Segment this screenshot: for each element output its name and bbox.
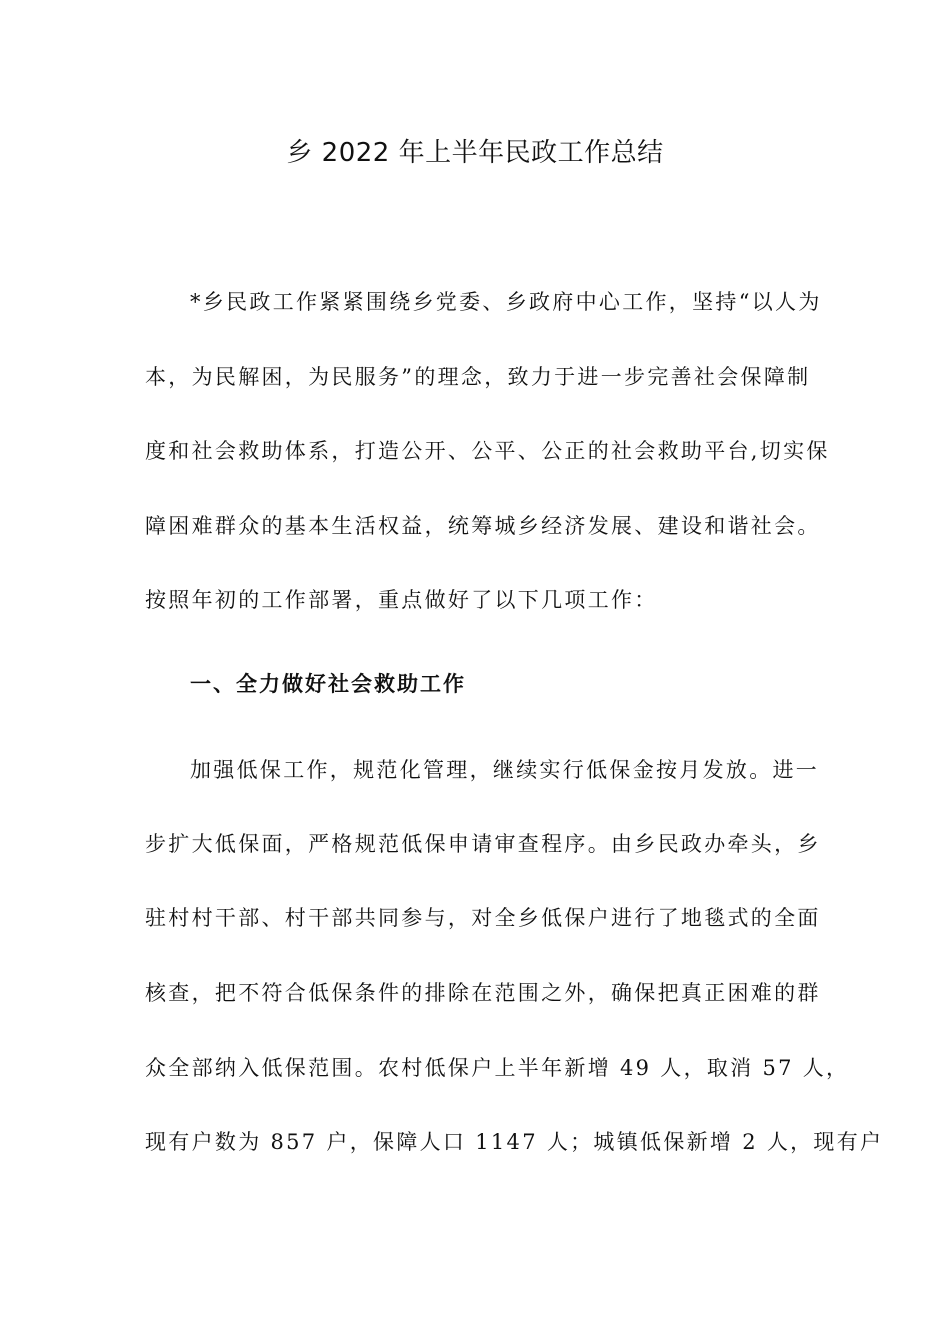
- intro-line-1: *乡民政工作紧紧围绕乡党委、乡政府中心工作，坚持“以人为: [190, 290, 822, 314]
- section1-line-2: 步扩大低保面，严格规范低保申请审查程序。由乡民政办牵头，乡: [145, 832, 821, 856]
- section1-line-3: 驻村村干部、村干部共同参与，对全乡低保户进行了地毯式的全面: [145, 906, 821, 930]
- section1-line-5: 众全部纳入低保范围。农村低保户上半年新增 49 人，取消 57 人，: [145, 1056, 850, 1080]
- intro-line-2: 本，为民解困，为民服务”的理念，致力于进一步完善社会保障制: [145, 365, 811, 389]
- section-heading: 一、全力做好社会救助工作: [190, 672, 466, 696]
- intro-line-3: 度和社会救助体系，打造公开、公平、公正的社会救助平台,切实保: [145, 439, 830, 463]
- section1-line-6: 现有户数为 857 户，保障人口 1147 人；城镇低保新增 2 人，现有户: [145, 1130, 884, 1154]
- intro-line-5: 按照年初的工作部署，重点做好了以下几项工作：: [145, 588, 658, 612]
- document-title: 乡 2022 年上半年民政工作总结: [286, 138, 664, 168]
- section1-line-4: 核查，把不符合低保条件的排除在范围之外，确保把真正困难的群: [145, 981, 821, 1005]
- intro-line-4: 障困难群众的基本生活权益，统筹城乡经济发展、建设和谐社会。: [145, 514, 821, 538]
- section1-line-1: 加强低保工作，规范化管理，继续实行低保金按月发放。进一: [190, 758, 820, 782]
